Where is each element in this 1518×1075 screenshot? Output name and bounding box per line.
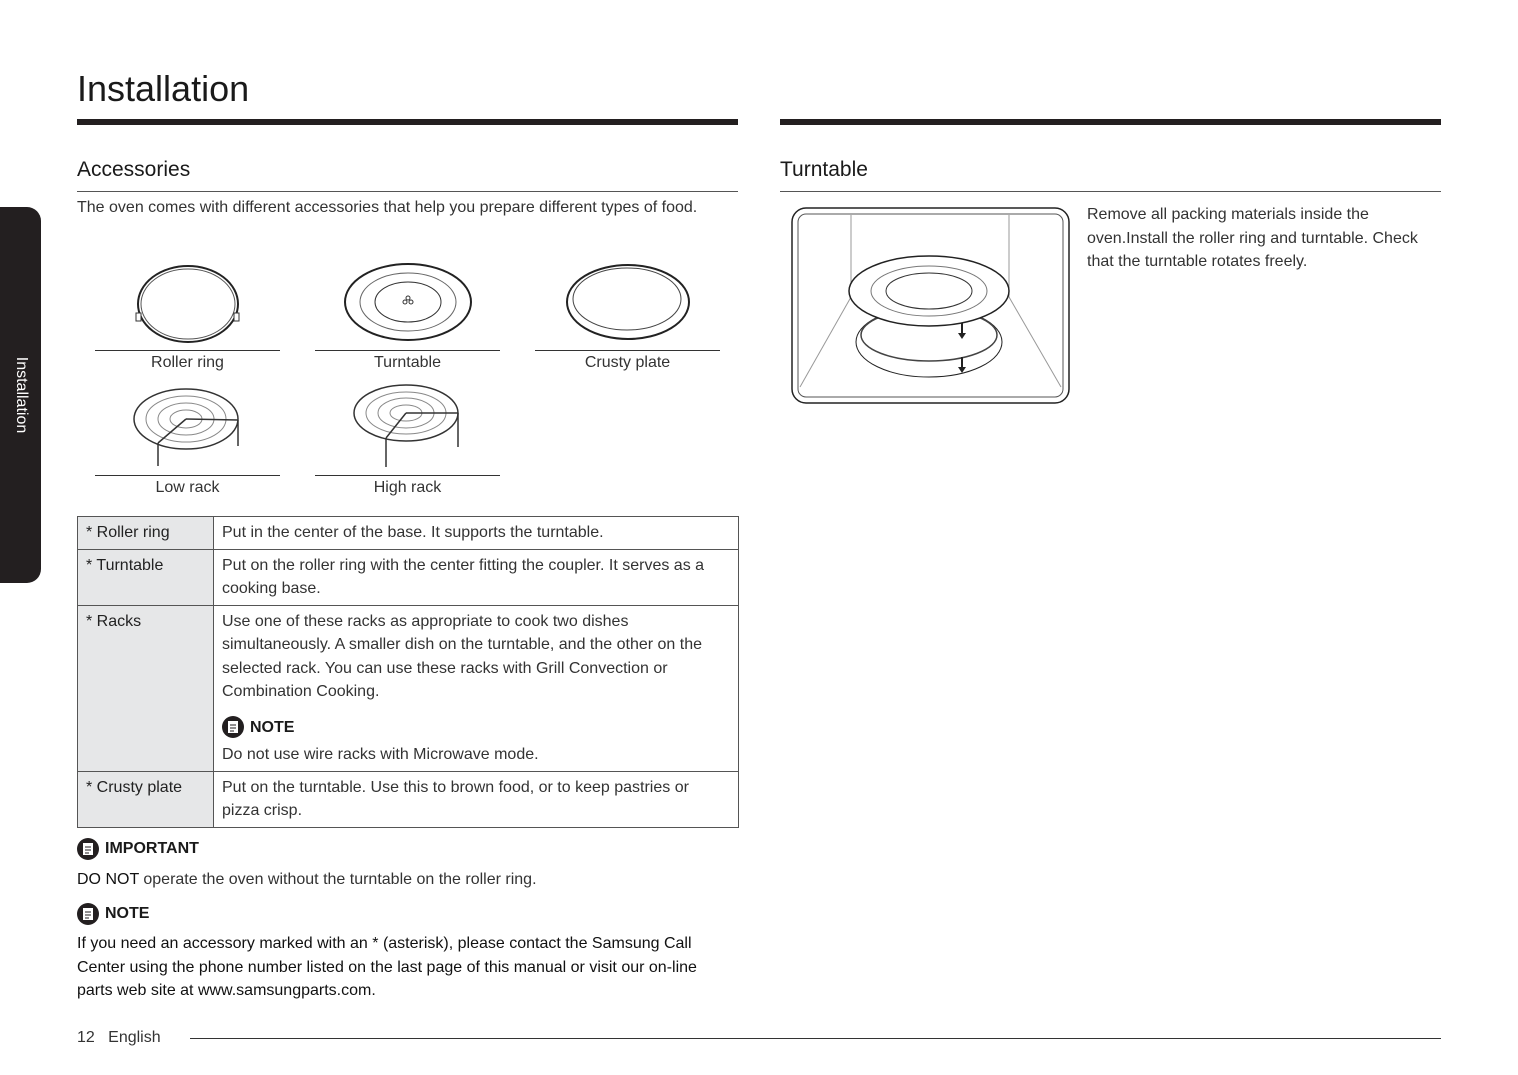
accessory-description: Use one of these racks as appropriate to cook two dishes simultaneously. A smaller dish on the turntable, and the other on the selected rack. You can use these racks with Grill Convection or Combination Cooking. [222, 612, 702, 700]
accessory-label: Low rack [155, 479, 220, 496]
accessory-label: High rack [373, 479, 442, 496]
note-heading [222, 716, 730, 740]
accessory-label: Crusty plate [584, 354, 671, 371]
accessories-table [77, 516, 739, 828]
crusty-plate-icon [563, 258, 693, 346]
important-body: operate the oven without the turntable on the roller ring. [138, 871, 537, 888]
accessory-description: Put in the center of the base. It supports the turntable. [214, 517, 739, 550]
accessory-description: Put on the turntable. Use this to brown food, or to keep pastries or pizza crisp. [214, 771, 739, 827]
roller-ring-icon [128, 258, 248, 346]
table-row [78, 517, 739, 550]
page-title: Installation [77, 68, 250, 109]
accessory-label: Turntable [374, 354, 441, 371]
note-heading [77, 903, 149, 925]
note-icon [222, 716, 244, 738]
important-label: IMPORTANT [105, 840, 199, 857]
accessory-name: * Crusty plate [78, 771, 214, 827]
table-row [78, 605, 739, 771]
important-text [77, 868, 537, 892]
turntable-heading: Turntable [780, 158, 868, 181]
important-heading [77, 838, 199, 860]
side-tab [0, 207, 41, 583]
accessories-intro: The oven comes with different accessories that help you prepare different types of food. [77, 199, 698, 216]
title-bar-right [780, 119, 1441, 125]
high-rack-icon [348, 383, 468, 471]
divider [77, 191, 738, 192]
accessory-low-rack [95, 383, 280, 497]
accessory-description-cell [214, 605, 739, 771]
page-number: 12 [77, 1029, 95, 1046]
accessory-name: * Turntable [78, 549, 214, 605]
low-rack-icon [128, 383, 248, 471]
accessory-high-rack [315, 383, 500, 497]
accessory-description: Put on the roller ring with the center fitting the coupler. It serves as a cooking base. [214, 549, 739, 605]
important-icon [77, 838, 99, 860]
table-row [78, 771, 739, 827]
turntable-icon [343, 258, 473, 346]
note-icon [77, 903, 99, 925]
accessories-heading: Accessories [77, 158, 191, 181]
note-text: If you need an accessory marked with an * (asterisk), please contact the Samsung Call Center using the phone number listed on the last page of this manual or visit our on-line parts web site at www.samsungparts.com. [77, 935, 697, 999]
footer-language: English [108, 1029, 161, 1046]
note-text: Do not use wire racks with Microwave mode. [222, 746, 539, 763]
accessory-crusty-plate [535, 258, 720, 372]
accessory-label: Roller ring [151, 354, 224, 371]
page-footer [77, 1026, 161, 1050]
accessory-name: * Racks [78, 605, 214, 771]
note-label: NOTE [105, 905, 150, 922]
accessory-roller-ring [95, 258, 280, 372]
accessory-name: * Roller ring [78, 517, 214, 550]
important-lead: DO NOT [77, 871, 139, 888]
divider [780, 191, 1441, 192]
side-tab-label: Installation [12, 356, 30, 434]
note-label: NOTE [250, 718, 295, 736]
table-row [78, 549, 739, 605]
turntable-install-illustration [791, 207, 1071, 410]
turntable-instructions: Remove all packing materials inside the oven.Install the roller ring and turntable. Check that the turntable rotates freely. [1087, 206, 1418, 270]
footer-rule [190, 1038, 1441, 1039]
accessory-turntable [315, 258, 500, 372]
turntable-install-icon [791, 207, 1071, 405]
title-bar-left [77, 119, 738, 125]
